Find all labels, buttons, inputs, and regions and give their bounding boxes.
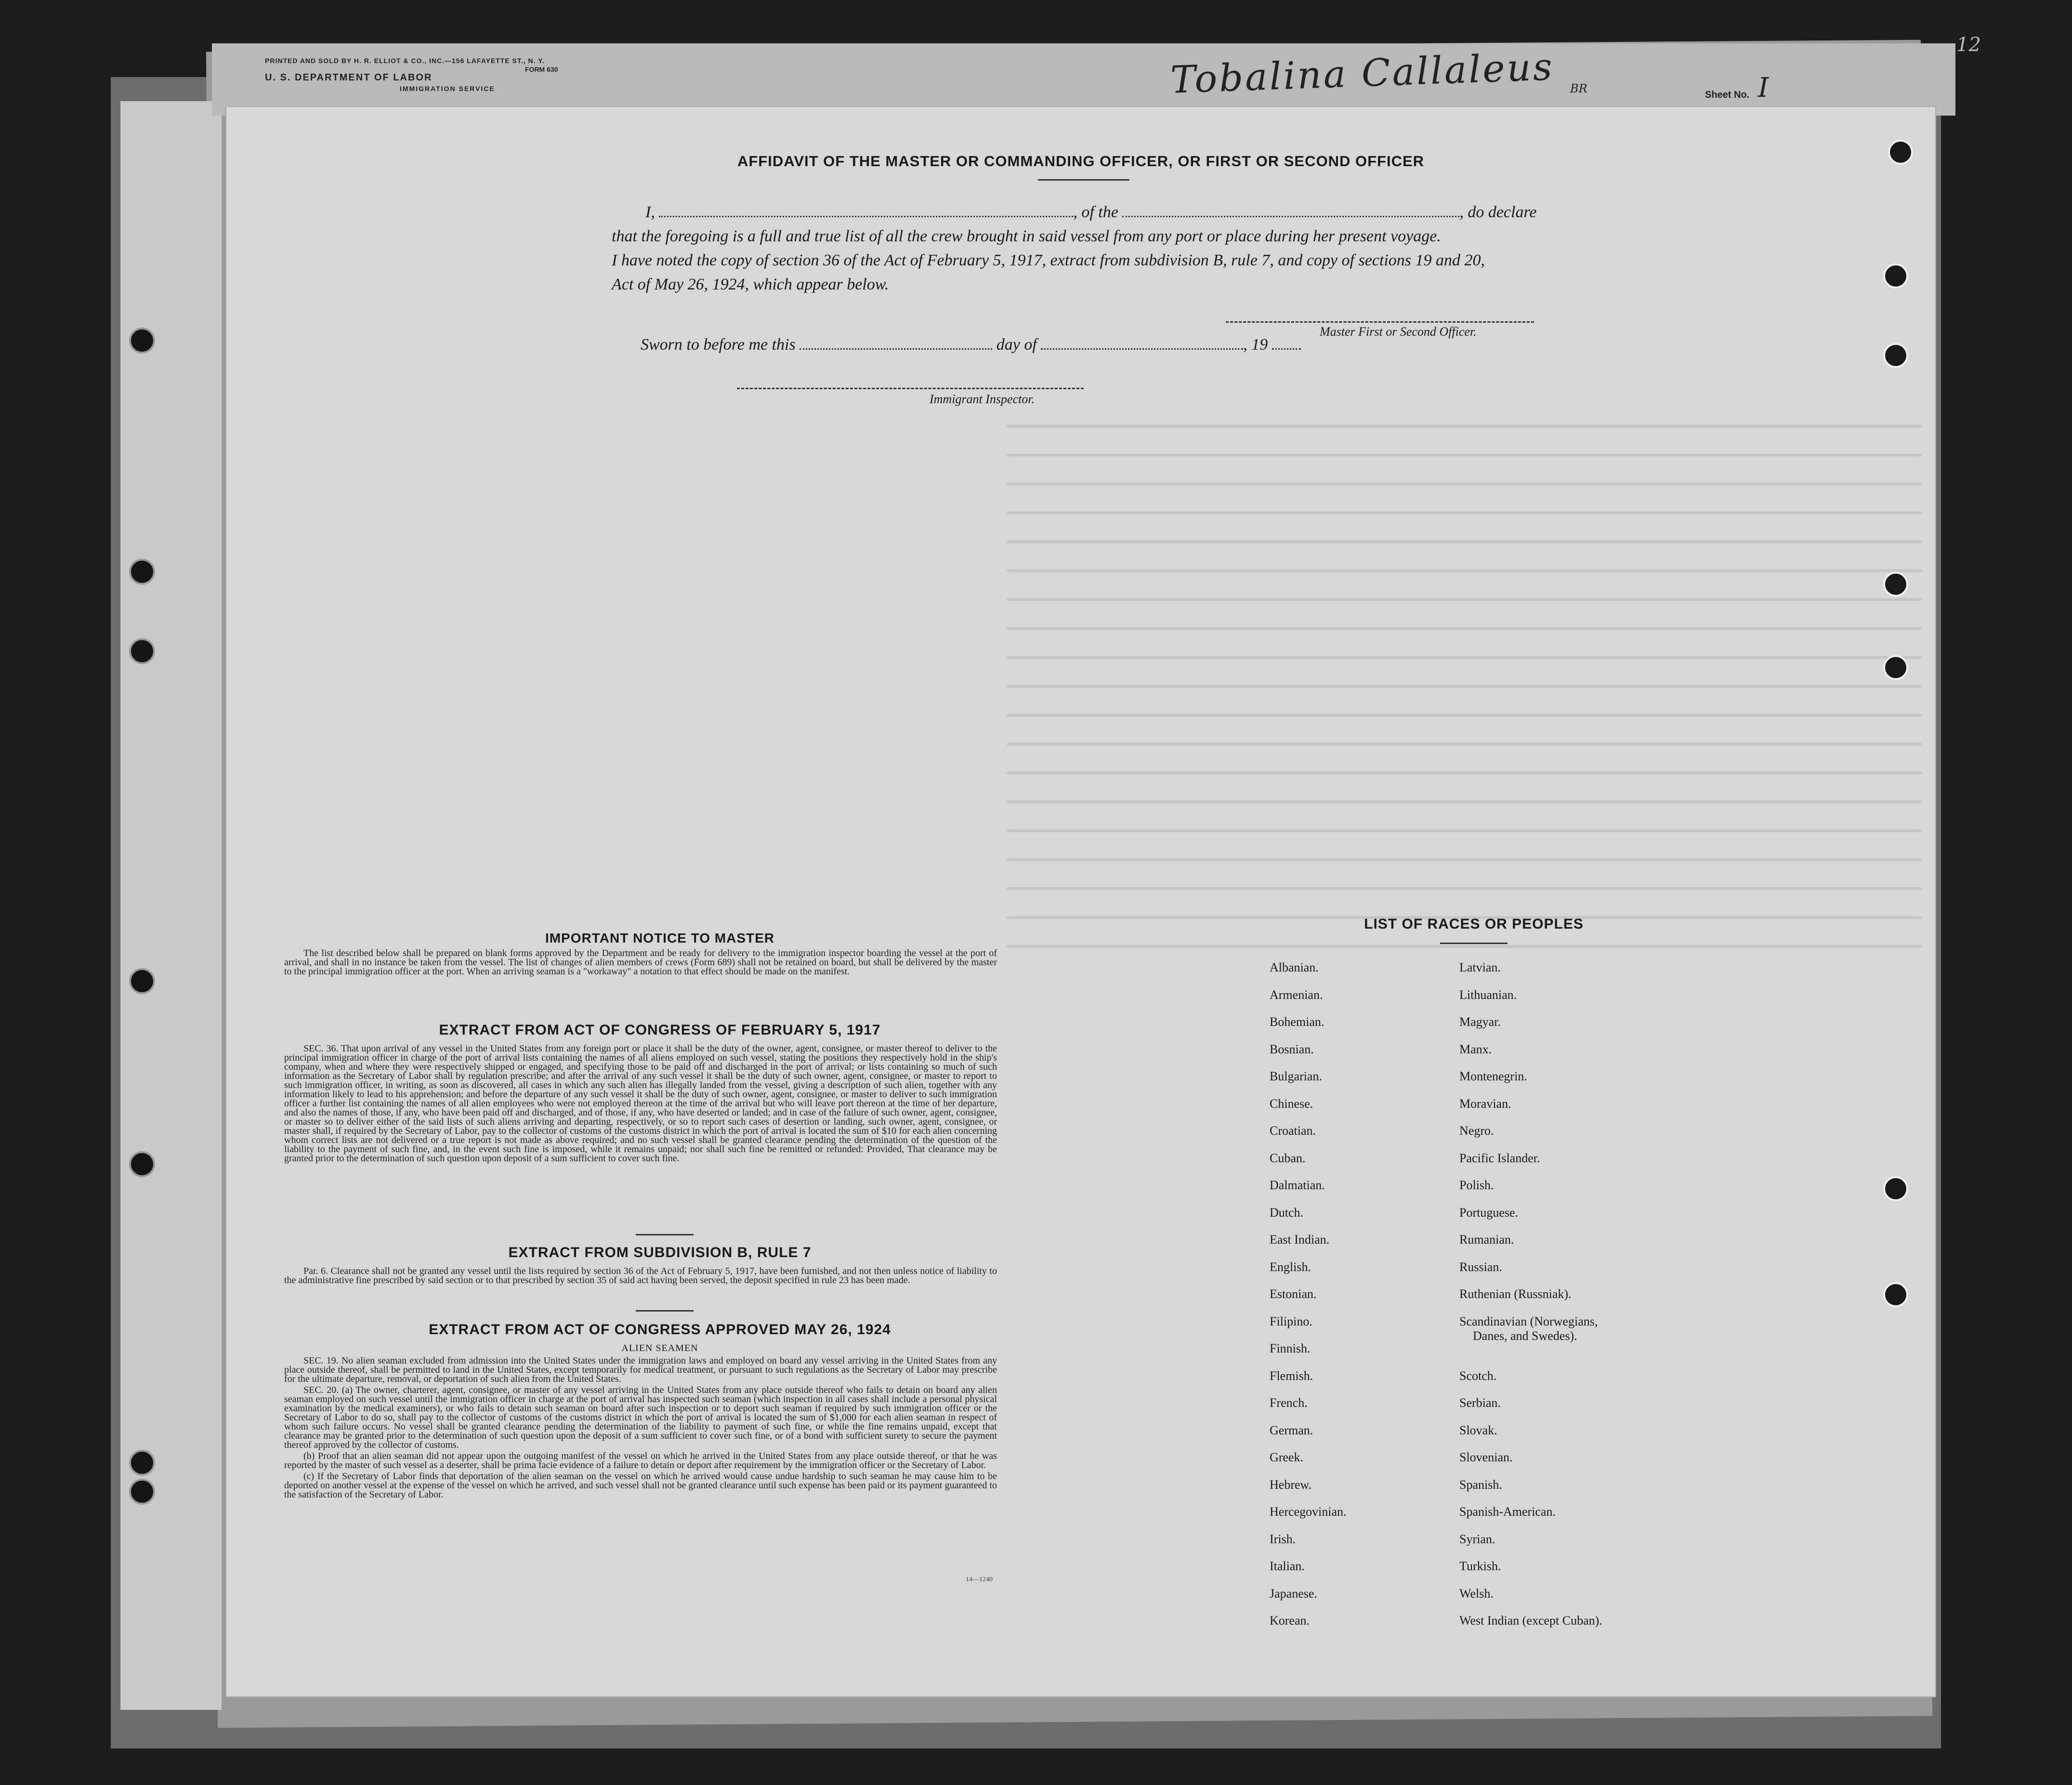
race-item: Dutch. [1270, 1205, 1304, 1220]
affidavit-line-3: I have noted the copy of section 36 of the Act of February 5, 1917, extract from subdivision B, rule 7, and copy of sections 19 and 20, [612, 251, 1485, 269]
notice-paragraph: The list described below shall be prepared on blank forms approved by the Department and be ready for delivery to the immigration inspector boarding the vessel at the port of arrival, and shall in no instance be taken from the vessel. The list of changes of alien members of crews (Form 689) shall not be retained on board, but shall be delivered by the master to the principal immigration officer at the port. When an arriving seaman is a "workaway" a notation to that effect should be made on the manifest. [284, 948, 997, 977]
affidavit-line-1-middle: , of the [1073, 203, 1118, 221]
binder-hole-icon [129, 1450, 155, 1476]
service-name: IMMIGRATION SERVICE [400, 85, 495, 92]
race-item: Slovak. [1459, 1423, 1497, 1437]
race-item: Spanish-American. [1459, 1505, 1556, 1519]
affidavit-line-4: Act of May 26, 1924, which appear below. [612, 276, 889, 293]
race-item: Latvian. [1459, 960, 1501, 974]
binder-hole-icon [1883, 1282, 1908, 1307]
bleed-through-line [1007, 772, 1922, 774]
binder-hole-icon [129, 559, 155, 585]
bleed-through-line [1007, 801, 1922, 803]
section-20a-paragraph: SEC. 20. (a) The owner, charterer, agent, consignee, or master of any vessel arriving in the United States from any place outside thereof who fails to detain on board any alien seaman employed on such vessel until the immigration officer in charge at the port of arrival has inspected such seaman (which inspection in all cases shall include a personal physical examination by the medical examiners), or who fails to detain such seaman on board after such inspection or to deport such seaman if required by such immigration officer or the Secretary of Labor to do so, shall pay to the collector of customs of the customs district in which the port of arrival is located the sum of $1,000 for each alien seaman in respect of whom such failure occurs. No vessel shall be granted clearance pending the determination of the liability to payment of such fine, or while the fine remains unpaid, except that clearance may be granted prior to the determination of such question upon the deposit of a sum sufficient to cover such fine, or of a bond with sufficient surety to secure the payment thereof approved by the collector of customs. [284, 1385, 997, 1450]
races-heading-rule [1440, 943, 1508, 944]
form-number: FORM 630 [525, 66, 558, 73]
race-item: Moravian. [1459, 1096, 1511, 1111]
printer-line: PRINTED AND SOLD BY H. R. ELLIOT & CO., INC.—156 LAFAYETTE ST., N. Y. [265, 57, 545, 65]
race-item: Manx. [1459, 1042, 1492, 1056]
bleed-through-line [1007, 945, 1922, 948]
race-item: Lithuanian. [1459, 987, 1517, 1002]
bleed-through-line [1007, 858, 1922, 861]
section-divider [636, 1310, 694, 1312]
binder-hole-icon [129, 968, 155, 994]
race-item: Greek. [1270, 1450, 1304, 1464]
race-item: Rumanian. [1459, 1233, 1514, 1247]
binder-hole-icon [129, 1479, 155, 1505]
affidavit-line-1 [645, 203, 1537, 222]
race-item: Italian. [1270, 1559, 1305, 1573]
race-item: Scotch. [1459, 1368, 1497, 1383]
bleed-through-line [1007, 829, 1922, 832]
race-item: Korean. [1270, 1614, 1310, 1628]
rule-7-heading: EXTRACT FROM SUBDIVISION B, RULE 7 [508, 1245, 812, 1260]
races-left-column [1270, 960, 1347, 1641]
binder-hole-icon [1883, 655, 1908, 680]
race-item: Flemish. [1270, 1368, 1313, 1383]
binder-hole-icon [129, 638, 155, 664]
extract-1924-heading: EXTRACT FROM ACT OF CONGRESS APPROVED MAY 26, 1924 [429, 1322, 891, 1338]
sworn-line-year: , 19 [1243, 336, 1268, 354]
binder-hole-icon [129, 328, 155, 354]
section-20c-paragraph: (c) If the Secretary of Labor finds that deportation of the alien seaman on the vessel on which he arrived would cause undue hardship to such seaman he may cause him to be deported on another vessel at the expense of the vessel on which he arrived, and such vessel shall not be granted clearance until such expense has been paid or its payment guaranteed to the satisfaction of the Secretary of Labor. [284, 1471, 997, 1500]
race-item: Bulgarian. [1270, 1069, 1323, 1083]
alien-seamen-subheading: ALIEN SEAMEN [621, 1343, 698, 1353]
race-item: East Indian. [1270, 1233, 1330, 1247]
races-heading: LIST OF RACES OR PEOPLES [1364, 916, 1584, 932]
department-name: U. S. DEPARTMENT OF LABOR [265, 72, 433, 83]
race-item: French. [1270, 1396, 1308, 1410]
race-item: Filipino. [1270, 1314, 1312, 1328]
section-19-paragraph: SEC. 19. No alien seaman excluded from admission into the United States under the immigration laws and employed on board any vessel arriving in the United States from any place outside thereof, shall be permitted to land in the United States, except temporarily for medical treatment, or pursuant to such regulations as the Secretary of Labor may prescribe for the ultimate departure, removal, or deportation of such alien from the United States. [284, 1355, 997, 1384]
binder-hole-icon [1883, 1176, 1908, 1201]
binder-hole-icon [1883, 263, 1908, 289]
bleed-through-line [1007, 714, 1922, 717]
binder-hole-icon [129, 1151, 155, 1177]
race-item: German. [1270, 1423, 1313, 1437]
races-right-column [1459, 960, 1602, 1641]
notice-heading: IMPORTANT NOTICE TO MASTER [545, 931, 775, 945]
race-item: Bohemian. [1270, 1015, 1325, 1029]
race-item: West Indian (except Cuban). [1459, 1614, 1602, 1628]
bleed-through-line [1007, 887, 1922, 890]
sworn-day-field[interactable] [800, 337, 992, 350]
race-item: Turkish. [1459, 1559, 1501, 1573]
sworn-line-middle: day of [996, 336, 1037, 354]
race-item: Magyar. [1459, 1015, 1501, 1029]
affidavit-line-1-start: I, [645, 203, 655, 221]
race-item: Japanese. [1270, 1586, 1317, 1601]
race-item: Portuguese. [1459, 1205, 1519, 1220]
left-bound-strip [120, 101, 222, 1710]
sworn-line-start: Sworn to before me this [641, 336, 796, 354]
corner-number: 12 [1956, 34, 1981, 56]
race-item: Hebrew. [1270, 1477, 1312, 1492]
race-item: Polish. [1459, 1178, 1494, 1192]
race-item: English. [1270, 1260, 1311, 1274]
race-item-line: Danes, and Swedes). [1473, 1328, 1577, 1343]
race-item: Slovenian. [1459, 1450, 1513, 1464]
section-36-paragraph: SEC. 36. That upon arrival of any vessel in the United States from any foreign port or place it shall be the duty of the owner, agent, consignee, or master thereof to deliver to the principal immigration officer in charge of the port of arrival lists containing the names of all aliens employed on such vessel, stating the positions they respectively hold in the ship's company, when and where they were respectively shipped or engaged, and specifying those to be paid off and discharged in the port of arrival; or lists containing so much of such information as the Secretary of Labor shall by regulation prescribe; and after the arrival of any such vessel it shall be the duty of such owner, agent, consignee, or master to report to such immigration officer, in writing, as soon as discovered, all cases in which any such alien has illegally landed from the vessel, giving a description of such alien, together with any information likely to lead to his apprehension; and before the departure of any such vessel it shall be the duty of such owner, agent, consignee, or master to deliver to such immigration officer a further list containing the names of all alien employees who were not employed thereon at the time of the arrival but who will leave port thereon at the time of her departure, and also the names of those, if any, who have been paid off and discharged, and of those, if any, who have deserted or landed; and in case of the failure of such owner, agent, consignee, or master so to deliver either of the said lists of such aliens arriving and departing, respectively, or so to report such cases of desertion or landing, such owner, agent, consignee, or master shall, if required by the Secretary of Labor, pay to the collector of customs of the customs district in which the port of arrival is located the sum of $10 for each alien concerning whom correct lists are not delivered or a true report is not made as above required; and no such vessel shall be granted clearance pending the determination of the question of the liability to the payment of such fine, and, in the event such fine is imposed, while it remains unpaid; nor shall such fine be remitted or refunded: Provided, That clearance may be granted prior to the determination of such question upon deposit of a sum sufficient to cover such fine. [284, 1043, 997, 1164]
bleed-through-line [1007, 425, 1922, 428]
affidavit-line-2: that the foregoing is a full and true list of all the crew brought in said vessel from any port or place during her present voyage. [612, 227, 1441, 245]
race-item: Montenegrin. [1459, 1069, 1527, 1083]
bleed-through-line [1007, 540, 1922, 543]
name-blank-field[interactable] [659, 204, 1073, 217]
race-item: Armenian. [1270, 987, 1323, 1002]
race-item: Serbian. [1459, 1396, 1501, 1410]
title-rule [1038, 179, 1129, 181]
bleed-through-line [1007, 685, 1922, 688]
race-item: Welsh. [1459, 1586, 1494, 1601]
affidavit-line-1-end: , do declare [1459, 203, 1537, 221]
bleed-through-line [1007, 627, 1922, 630]
bleed-through-line [1007, 569, 1922, 572]
race-item: Croatian. [1270, 1124, 1316, 1138]
extract-1917-text [284, 1044, 997, 1165]
rule-7-paragraph: Par. 6. Clearance shall not be granted any vessel until the lists required by section 36 of the Act of February 5, 1917, have been furnished, and not then unless notice of liability to the administrative fine prescribed by said section or to that prescribed by section 35 of said act having been served, the deposit specified in rule 23 has been made. [284, 1266, 997, 1286]
sheet-number: I [1758, 72, 1769, 104]
extract-1924-text [284, 1356, 997, 1501]
race-item: Chinese. [1270, 1096, 1313, 1111]
race-item: Estonian. [1270, 1287, 1317, 1301]
handwritten-vessel-name: Tobalina Callaleus [1169, 45, 1555, 102]
bleed-through-line [1007, 598, 1922, 601]
race-item [1459, 1314, 1602, 1369]
race-item: Bosnian. [1270, 1042, 1314, 1056]
binder-hole-icon [1883, 572, 1908, 597]
binder-hole-icon [1883, 343, 1908, 368]
back-sheet-header [212, 43, 1955, 116]
race-item-line: Scandinavian (Norwegians, [1459, 1314, 1598, 1328]
race-item: Ruthenian (Russniak). [1459, 1287, 1572, 1301]
master-signature-caption: Master First or Second Officer. [1320, 325, 1477, 339]
vessel-blank-field[interactable] [1122, 204, 1459, 217]
race-item: Pacific Islander. [1459, 1151, 1540, 1165]
master-signature-line[interactable] [1226, 321, 1534, 323]
sworn-year-field[interactable] [1272, 337, 1301, 350]
race-item: Finnish. [1270, 1341, 1311, 1355]
race-item: Albanian. [1270, 960, 1319, 974]
sheet-number-label: Sheet No. [1705, 90, 1750, 100]
race-item: Cuban. [1270, 1151, 1306, 1165]
race-item: Russian. [1459, 1260, 1502, 1274]
bleed-through-line [1007, 483, 1922, 486]
sworn-month-field[interactable] [1041, 337, 1243, 350]
form-code: 14—1240 [966, 1576, 993, 1583]
bleed-through-line [1007, 512, 1922, 514]
inspector-signature-caption: Immigrant Inspector. [930, 392, 1035, 406]
affidavit-title: AFFIDAVIT OF THE MASTER OR COMMANDING OFFICER, OR FIRST OR SECOND OFFICER [737, 153, 1425, 170]
notice-text [284, 949, 997, 978]
inspector-signature-line[interactable] [737, 388, 1084, 389]
sworn-line [641, 336, 1301, 354]
extract-1917-heading: EXTRACT FROM ACT OF CONGRESS OF FEBRUARY 5, 1917 [439, 1022, 881, 1038]
section-divider [636, 1234, 694, 1235]
race-item: Irish. [1270, 1532, 1296, 1546]
bleed-through-line [1007, 454, 1922, 457]
race-item: Negro. [1459, 1124, 1494, 1138]
race-item: Syrian. [1459, 1532, 1495, 1546]
handwritten-code: BR [1570, 82, 1587, 95]
bleed-through-line [1007, 743, 1922, 746]
bleed-through-line [1007, 656, 1922, 659]
document-page [226, 107, 1935, 1696]
race-item: Hercegovinian. [1270, 1505, 1347, 1519]
race-item: Spanish. [1459, 1477, 1502, 1492]
rule-7-text [284, 1267, 997, 1287]
race-item: Dalmatian. [1270, 1178, 1325, 1192]
section-20b-paragraph: (b) Proof that an alien seaman did not appear upon the outgoing manifest of the vessel on which he arrived in the United States from any place outside thereof, or that he was reported by the master of such vessel as a deserter, shall be prima facie evidence of a failure to detain or deport after requirement by the immigration officer or the Secretary of Labor. [284, 1451, 997, 1470]
